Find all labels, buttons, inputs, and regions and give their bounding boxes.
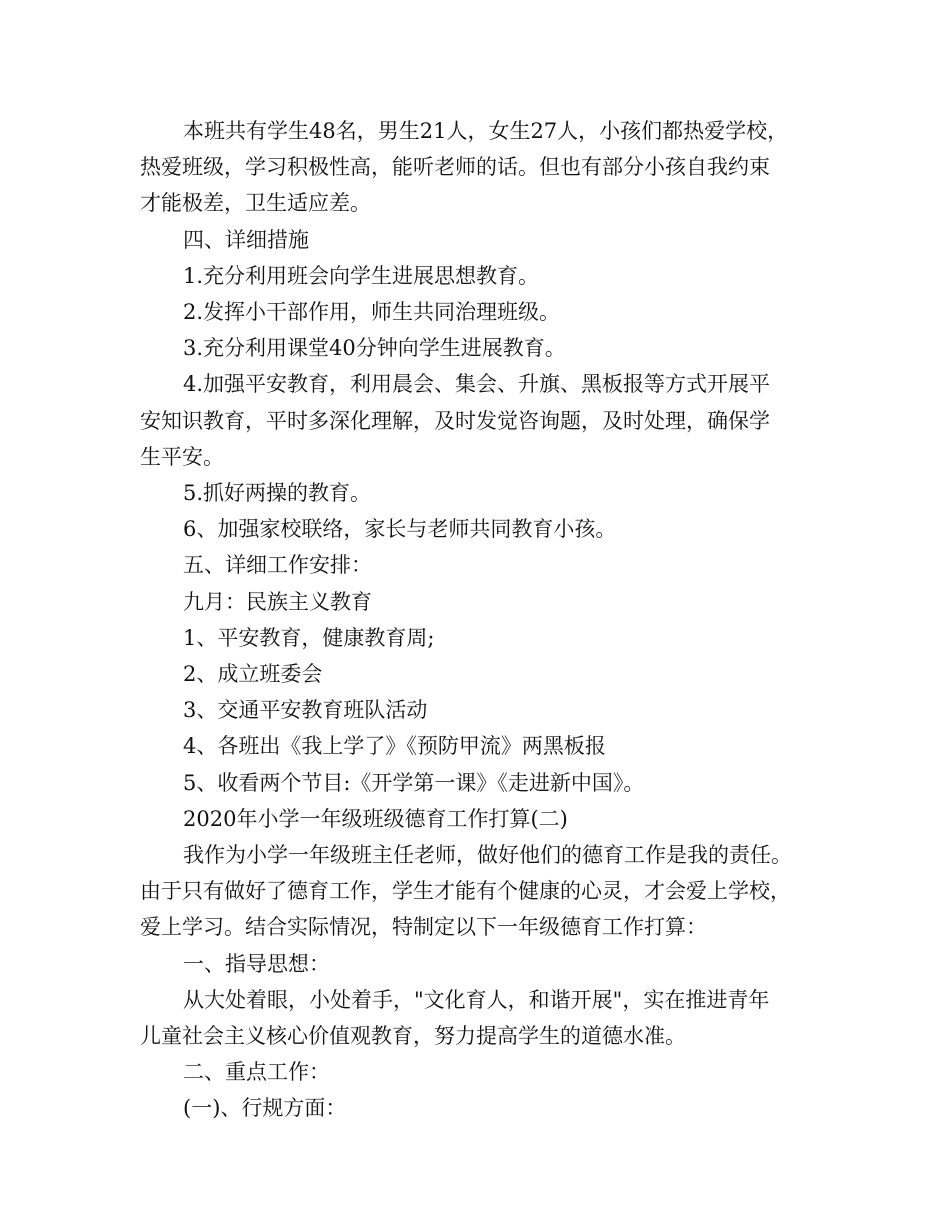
text-line: 3、交通平安教育班队活动 — [183, 698, 428, 723]
text-line: 生平安。 — [140, 444, 224, 469]
text-line: 5.抓好两操的教育。 — [183, 481, 372, 506]
text-line: 4.加强平安教育，利用晨会、集会、升旗、黑板报等方式开展平 — [183, 372, 771, 397]
text-line: 九月：民族主义教育 — [183, 589, 372, 614]
document-body — [140, 113, 840, 1127]
text-line: 安知识教育，平时多深化理解，及时发觉咨询题，及时处理，确保学 — [140, 408, 770, 433]
text-line: (一)、行规方面： — [183, 1096, 347, 1121]
text-line: 从大处着眼，小处着手，"文化育人，和谐开展"，实在推进青年 — [183, 987, 770, 1012]
text-line: 1.充分利用班会向学生进展思想教育。 — [183, 263, 540, 288]
text-line: 二、重点工作： — [183, 1060, 330, 1085]
text-line: 1、平安教育，健康教育周; — [183, 625, 435, 650]
text-line: 6、加强家校联络，家长与老师共同教育小孩。 — [183, 517, 617, 542]
text-line: 本班共有学生48名，男生21人，女生27人，小孩们都热爱学校， — [183, 119, 789, 143]
text-line: 2020年小学一年级班级德育工作打算(二) — [183, 806, 568, 831]
text-line: 4、各班出《我上学了》《预防甲流》两黑板报 — [183, 734, 606, 759]
text-line: 5、收看两个节目:《开学第一课》《走进新中国》。 — [183, 770, 645, 795]
text-line: 才能极差，卫生适应差。 — [140, 191, 371, 216]
text-line: 2.发挥小干部作用，师生共同治理班级。 — [183, 300, 561, 325]
text-line: 五、详细工作安排： — [183, 553, 372, 578]
text-line: 四、详细措施 — [183, 227, 309, 252]
text-line: 一、指导思想： — [183, 951, 330, 976]
text-line: 我作为小学一年级班主任老师，做好他们的德育工作是我的责任。 — [183, 843, 792, 868]
text-line: 儿童社会主义核心价值观教育，努力提高学生的道德水准。 — [140, 1024, 686, 1049]
text-line: 2、成立班委会 — [183, 662, 323, 687]
text-line: 爱上学习。结合实际情况，特制定以下一年级德育工作打算： — [140, 915, 707, 940]
text-line: 由于只有做好了德育工作，学生才能有个健康的心灵，才会爱上学校， — [140, 879, 791, 904]
text-line: 热爱班级，学习积极性高，能听老师的话。但也有部分小孩自我约束 — [140, 155, 770, 180]
text-line: 3.充分利用课堂40分钟向学生进展教育。 — [183, 336, 566, 361]
